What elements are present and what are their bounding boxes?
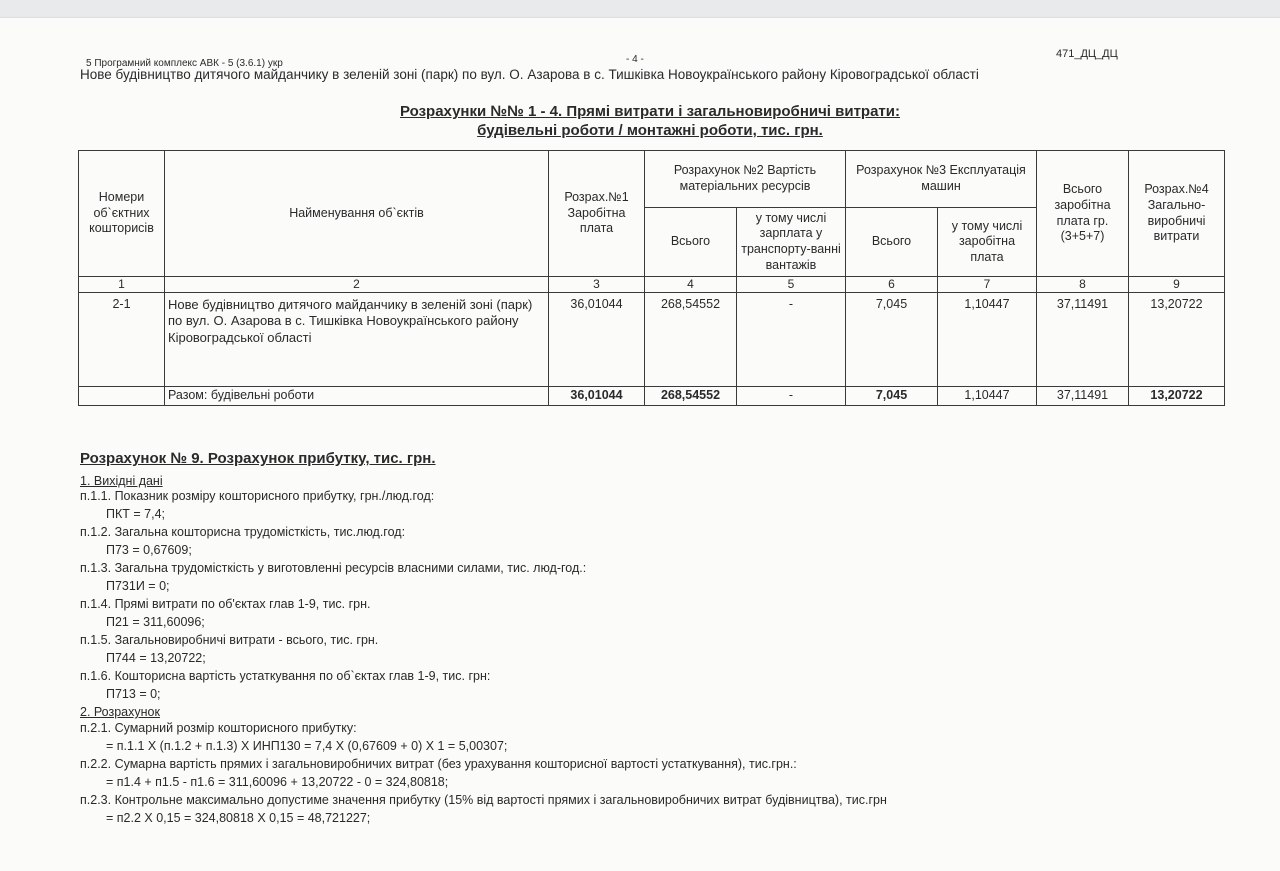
row-wage: 36,01044 — [549, 293, 645, 387]
col-wage: Розрах.№1 Заробітна плата — [549, 151, 645, 277]
item-1-6-value: П713 = 0; — [106, 687, 161, 701]
total-materials-transport-wage: - — [737, 387, 846, 406]
document-code: 471_ДЦ_ДЦ — [1056, 48, 1118, 60]
col-num: 4 — [645, 277, 737, 293]
column-numbers-row — [79, 277, 1225, 293]
total-overhead: 13,20722 — [1129, 387, 1225, 406]
costs-table — [78, 150, 1225, 406]
total-machines: 7,045 — [846, 387, 938, 406]
col-materials: Розрахунок №2 Вартість матеріальних ресурсів — [645, 151, 846, 208]
table-row — [79, 293, 1225, 387]
item-2-2-value: = п1.4 + п1.5 - п1.6 = 311,60096 + 13,20722 - 0 = 324,80818; — [106, 775, 449, 789]
calc14-title-line1: Розрахунки №№ 1 - 4. Прямі витрати і загальновиробничі витрати: — [399, 103, 900, 120]
row-total-wage: 37,11491 — [1037, 293, 1129, 387]
col-num: 8 — [1037, 277, 1129, 293]
calc9-title: Розрахунок № 9. Розрахунок прибутку, тис. грн. — [80, 450, 436, 467]
row-number: 2-1 — [79, 293, 165, 387]
row-materials-transport-wage: - — [737, 293, 846, 387]
col-machines-total: Всього — [846, 208, 938, 277]
page-number: - 4 - — [626, 54, 644, 65]
total-materials: 268,54552 — [645, 387, 737, 406]
item-2-3: п.2.3. Контрольне максимально допустиме значення прибутку (15% від вартості прямих і загальновиробничих витрат будівництва), тис.грн — [80, 793, 887, 807]
col-machines-wage: у тому числі заробітна плата — [938, 208, 1037, 277]
total-total-wage: 37,11491 — [1037, 387, 1129, 406]
col-object-name: Найменування об`єктів — [165, 151, 549, 277]
item-1-4-value: П21 = 311,60096; — [106, 615, 205, 629]
col-num: 3 — [549, 277, 645, 293]
col-num: 9 — [1129, 277, 1225, 293]
program-header: 5 Програмний комплекс АВК - 5 (3.6.1) укр — [86, 58, 283, 69]
total-machines-wage: 1,10447 — [938, 387, 1037, 406]
col-num: 1 — [79, 277, 165, 293]
col-machines: Розрахунок №3 Експлуатація машин — [846, 151, 1037, 208]
col-num: 2 — [165, 277, 549, 293]
item-1-2: п.1.2. Загальна кошторисна трудомісткість, тис.люд.год: — [80, 525, 406, 539]
item-1-1-value: ПКТ = 7,4; — [106, 507, 165, 521]
section-calculation: 2. Розрахунок — [80, 705, 160, 719]
col-total-wage: Всього заробітна плата гр.(3+5+7) — [1037, 151, 1129, 277]
item-2-1: п.2.1. Сумарний розмір кошторисного прибутку: — [80, 721, 357, 735]
item-1-5: п.1.5. Загальновиробничі витрати - всього, тис. грн. — [80, 633, 379, 647]
item-2-1-value: = п.1.1 Х (п.1.2 + п.1.3) Х ИНП130 = 7,4 Х (0,67609 + 0) Х 1 = 5,00307; — [106, 739, 508, 753]
total-label: Разом: будівельні роботи — [165, 387, 549, 406]
row-overhead: 13,20722 — [1129, 293, 1225, 387]
col-materials-transport-wage: у тому числі зарплата у транспорту-ванні вантажів — [737, 208, 846, 277]
total-number-cell — [79, 387, 165, 406]
row-name: Нове будівництво дитячого майданчику в зеленій зоні (парк) по вул. О. Азарова в с. Тишківка Новоукраїнського району Кіровоградської області — [165, 293, 549, 387]
row-machines-total: 7,045 — [846, 293, 938, 387]
item-2-3-value: = п2.2 Х 0,15 = 324,80818 Х 0,15 = 48,721227; — [106, 811, 371, 825]
project-title: Нове будівництво дитячого майданчику в зеленій зоні (парк) по вул. О. Азарова в с. Тишківка Новоукраїнського району Кіровоградської області — [80, 67, 979, 82]
item-1-2-value: П73 = 0,67609; — [106, 543, 192, 557]
item-1-6: п.1.6. Кошторисна вартість устаткування по об`єктах глав 1-9, тис. грн: — [80, 669, 491, 683]
row-materials-total: 268,54552 — [645, 293, 737, 387]
calc14-title-line2: будівельні роботи / монтажні роботи, тис. грн. — [477, 122, 823, 139]
col-overhead: Розрах.№4 Загально-виробничі витрати — [1129, 151, 1225, 277]
item-1-4: п.1.4. Прямі витрати по об'єктах глав 1-9, тис. грн. — [80, 597, 371, 611]
section-input-data: 1. Вихідні дані — [80, 474, 163, 488]
item-1-5-value: П744 = 13,20722; — [106, 651, 206, 665]
total-wage: 36,01044 — [549, 387, 645, 406]
item-1-3: п.1.3. Загальна трудомісткість у виготовленні ресурсів власними силами, тис. люд-год.: — [80, 561, 587, 575]
row-machines-wage: 1,10447 — [938, 293, 1037, 387]
col-num: 7 — [938, 277, 1037, 293]
col-num: 5 — [737, 277, 846, 293]
item-2-2: п.2.2. Сумарна вартість прямих і загальновиробничих витрат (без урахування кошторисної вартості устаткування), тис.грн.: — [80, 757, 797, 771]
col-object-number: Номери об`єктних кошторисів — [79, 151, 165, 277]
total-row — [79, 387, 1225, 406]
col-num: 6 — [846, 277, 938, 293]
item-1-1: п.1.1. Показник розміру кошторисного прибутку, грн./люд.год: — [80, 489, 435, 503]
col-materials-total: Всього — [645, 208, 737, 277]
item-1-3-value: П731И = 0; — [106, 579, 170, 593]
